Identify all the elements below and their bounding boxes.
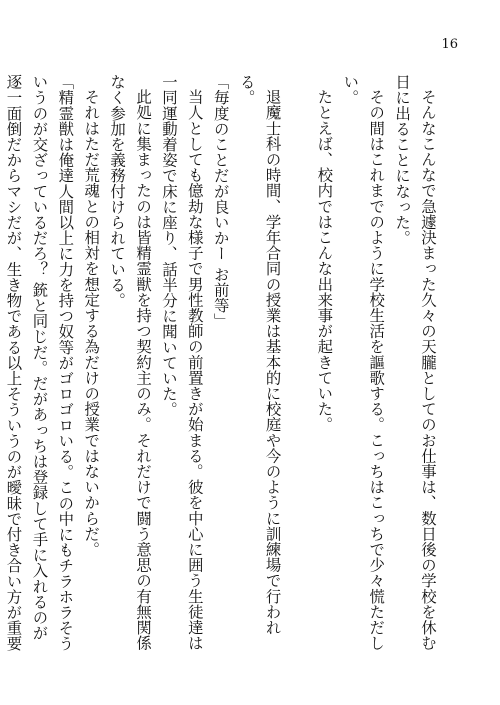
- paragraph: 当人としても億劫な様子で男性教師の前置きが始まる。彼を中心に囲う生徒達は一同運動着姿で床に座り、話半分に聞いていた。: [159, 74, 204, 651]
- paragraph: 此処に集まったのは皆精霊獣を持つ契約主のみ。それだけで闘う意思の有無関係なく参加を義務付けられている。: [108, 74, 153, 651]
- paragraph: 退魔士科の時間、学年合同の授業は基本的に校庭や今のように訓練場で行われる。: [237, 74, 282, 636]
- dialogue: 「毎度のことだが良いかー お前等」: [211, 74, 230, 329]
- paragraph: そんなこんなで急遽決まった久々の天朧としてのお仕事は、数日後の学校を休む日に出ることになった。: [393, 74, 437, 651]
- paragraph: その間はこれまでのように学校生活を謳歌する。こっちはこっちで少々慌ただしい。: [341, 74, 386, 651]
- page-number: 16: [441, 37, 458, 52]
- dialogue: 「精霊獣は俺達人間以上に力を持つ奴等がゴロゴロいる。この中にもチラホラそういうのが交ざっているだろ？ 銃と同じだ。だがあっちは登録して手に入れるのが逐一面倒だからマシだが、生き物である以上そういうのが曖昧で付き合い方が重要: [4, 74, 75, 652]
- paragraph: それはただ荒魂との相対を想定する為だけの授業ではないからだ。: [82, 89, 101, 558]
- blank-line: [285, 74, 311, 654]
- body-text: [0, 74, 440, 654]
- paragraph: たとえば、校内ではこんな出来事が起きていた。: [315, 89, 334, 433]
